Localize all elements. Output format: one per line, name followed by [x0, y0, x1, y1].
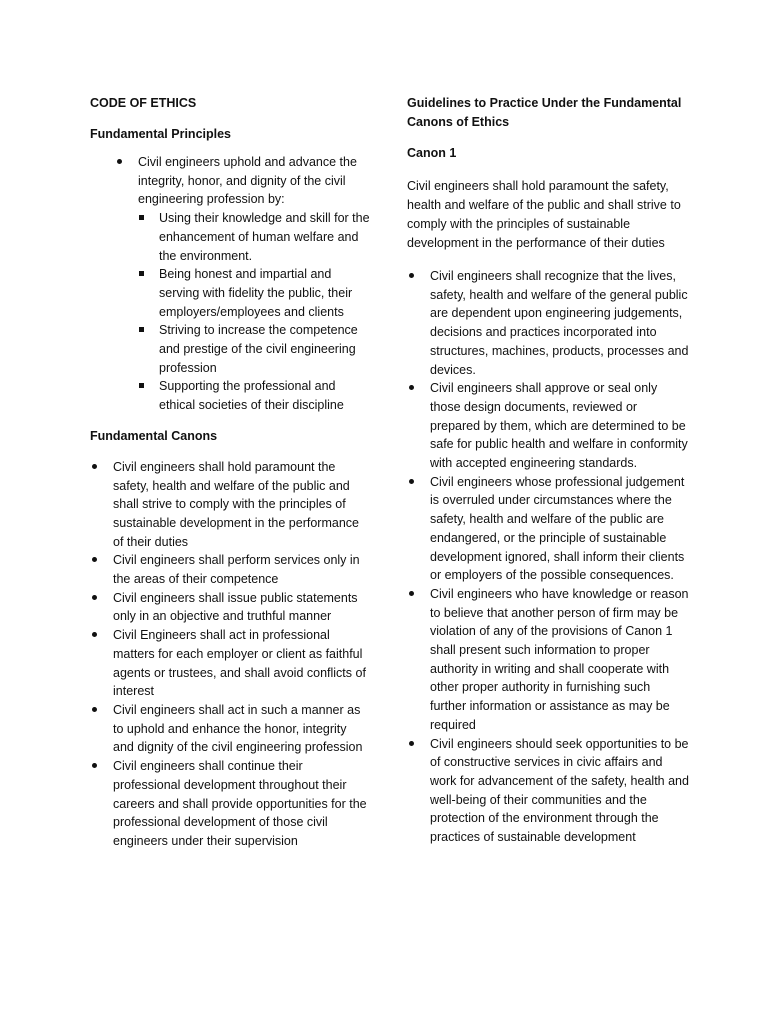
guidelines-heading: Guidelines to Practice Under the Fundamental Canons of Ethics [407, 96, 682, 129]
guideline-item: Civil engineers shall recognize that the lives, safety, health and welfare of the general public are dependent upon engineering judgements, decisions and practices incorporated into structures, machines, products, processes and devices. [407, 267, 689, 379]
canon-item: Civil engineers shall act in such a manner as to uphold and enhance the honor, integrity and dignity of the civil engineering profession [90, 701, 370, 757]
guideline-item: Civil engineers whose professional judgement is overruled under circumstances where the safety, health and welfare of the public are endangered, or the principle of sustainable development ignored, shall inform their clients or employers of the possible consequences. [407, 473, 689, 585]
principles-intro-item [115, 153, 370, 415]
canon-1-guidelines-list [407, 267, 689, 847]
principle-item: Striving to increase the competence and prestige of the civil engineering profession [138, 321, 370, 377]
canon-item: Civil Engineers shall act in professional matters for each employer or client as faithful agents or trustees, and shall avoid conflicts of interest [90, 626, 370, 701]
principles-sublist [138, 209, 370, 415]
guideline-item: Civil engineers should seek opportunities to be of constructive services in civic affairs and work for advancement of the safety, health and well-being of their communities and the protection of the environment through the practices of sustainable development [407, 735, 689, 847]
canon-item: Civil engineers shall issue public statements only in an objective and truthful manner [90, 589, 370, 626]
document-title: CODE OF ETHICS [90, 96, 197, 110]
principle-item: Supporting the professional and ethical societies of their discipline [138, 377, 370, 414]
canon-1-heading: Canon 1 [407, 146, 457, 160]
guideline-item: Civil engineers shall approve or seal only those design documents, reviewed or prepared by them, which are determined to be safe for public health and welfare in conformity with accepted engineering standards. [407, 379, 689, 473]
canon-item: Civil engineers shall hold paramount the safety, health and welfare of the public and shall strive to comply with the principles of sustainable development in the performance of their duties [90, 458, 370, 552]
principle-item: Using their knowledge and skill for the enhancement of human welfare and the environment. [138, 209, 370, 265]
principles-list [90, 153, 370, 415]
principle-item: Being honest and impartial and serving with fidelity the public, their employers/employees and clients [138, 265, 370, 321]
canon-item: Civil engineers shall continue their professional development throughout their careers and shall provide opportunities for the professional development of those civil engineers under their supervision [90, 757, 370, 851]
right-column [407, 94, 689, 847]
canon-item: Civil engineers shall perform services only in the areas of their competence [90, 551, 370, 588]
fundamental-principles-heading: Fundamental Principles [90, 127, 232, 141]
left-column [90, 94, 370, 851]
fundamental-canons-heading: Fundamental Canons [90, 428, 218, 443]
canon-1-text: Civil engineers shall hold paramount the safety, health and welfare of the public and shall strive to comply with the principles of sustainable development in the performance of their duties [407, 179, 681, 250]
guideline-item: Civil engineers who have knowledge or reason to believe that another person of firm may be violation of any of the provisions of Canon 1 shall present such information to proper authority in writing and shall cooperate with other proper authority in furnishing such further information or assistance as may be required [407, 585, 689, 735]
principles-intro-text: Civil engineers uphold and advance the integrity, honor, and dignity of the civil engineering profession by: [138, 155, 357, 207]
canons-list [90, 458, 370, 851]
